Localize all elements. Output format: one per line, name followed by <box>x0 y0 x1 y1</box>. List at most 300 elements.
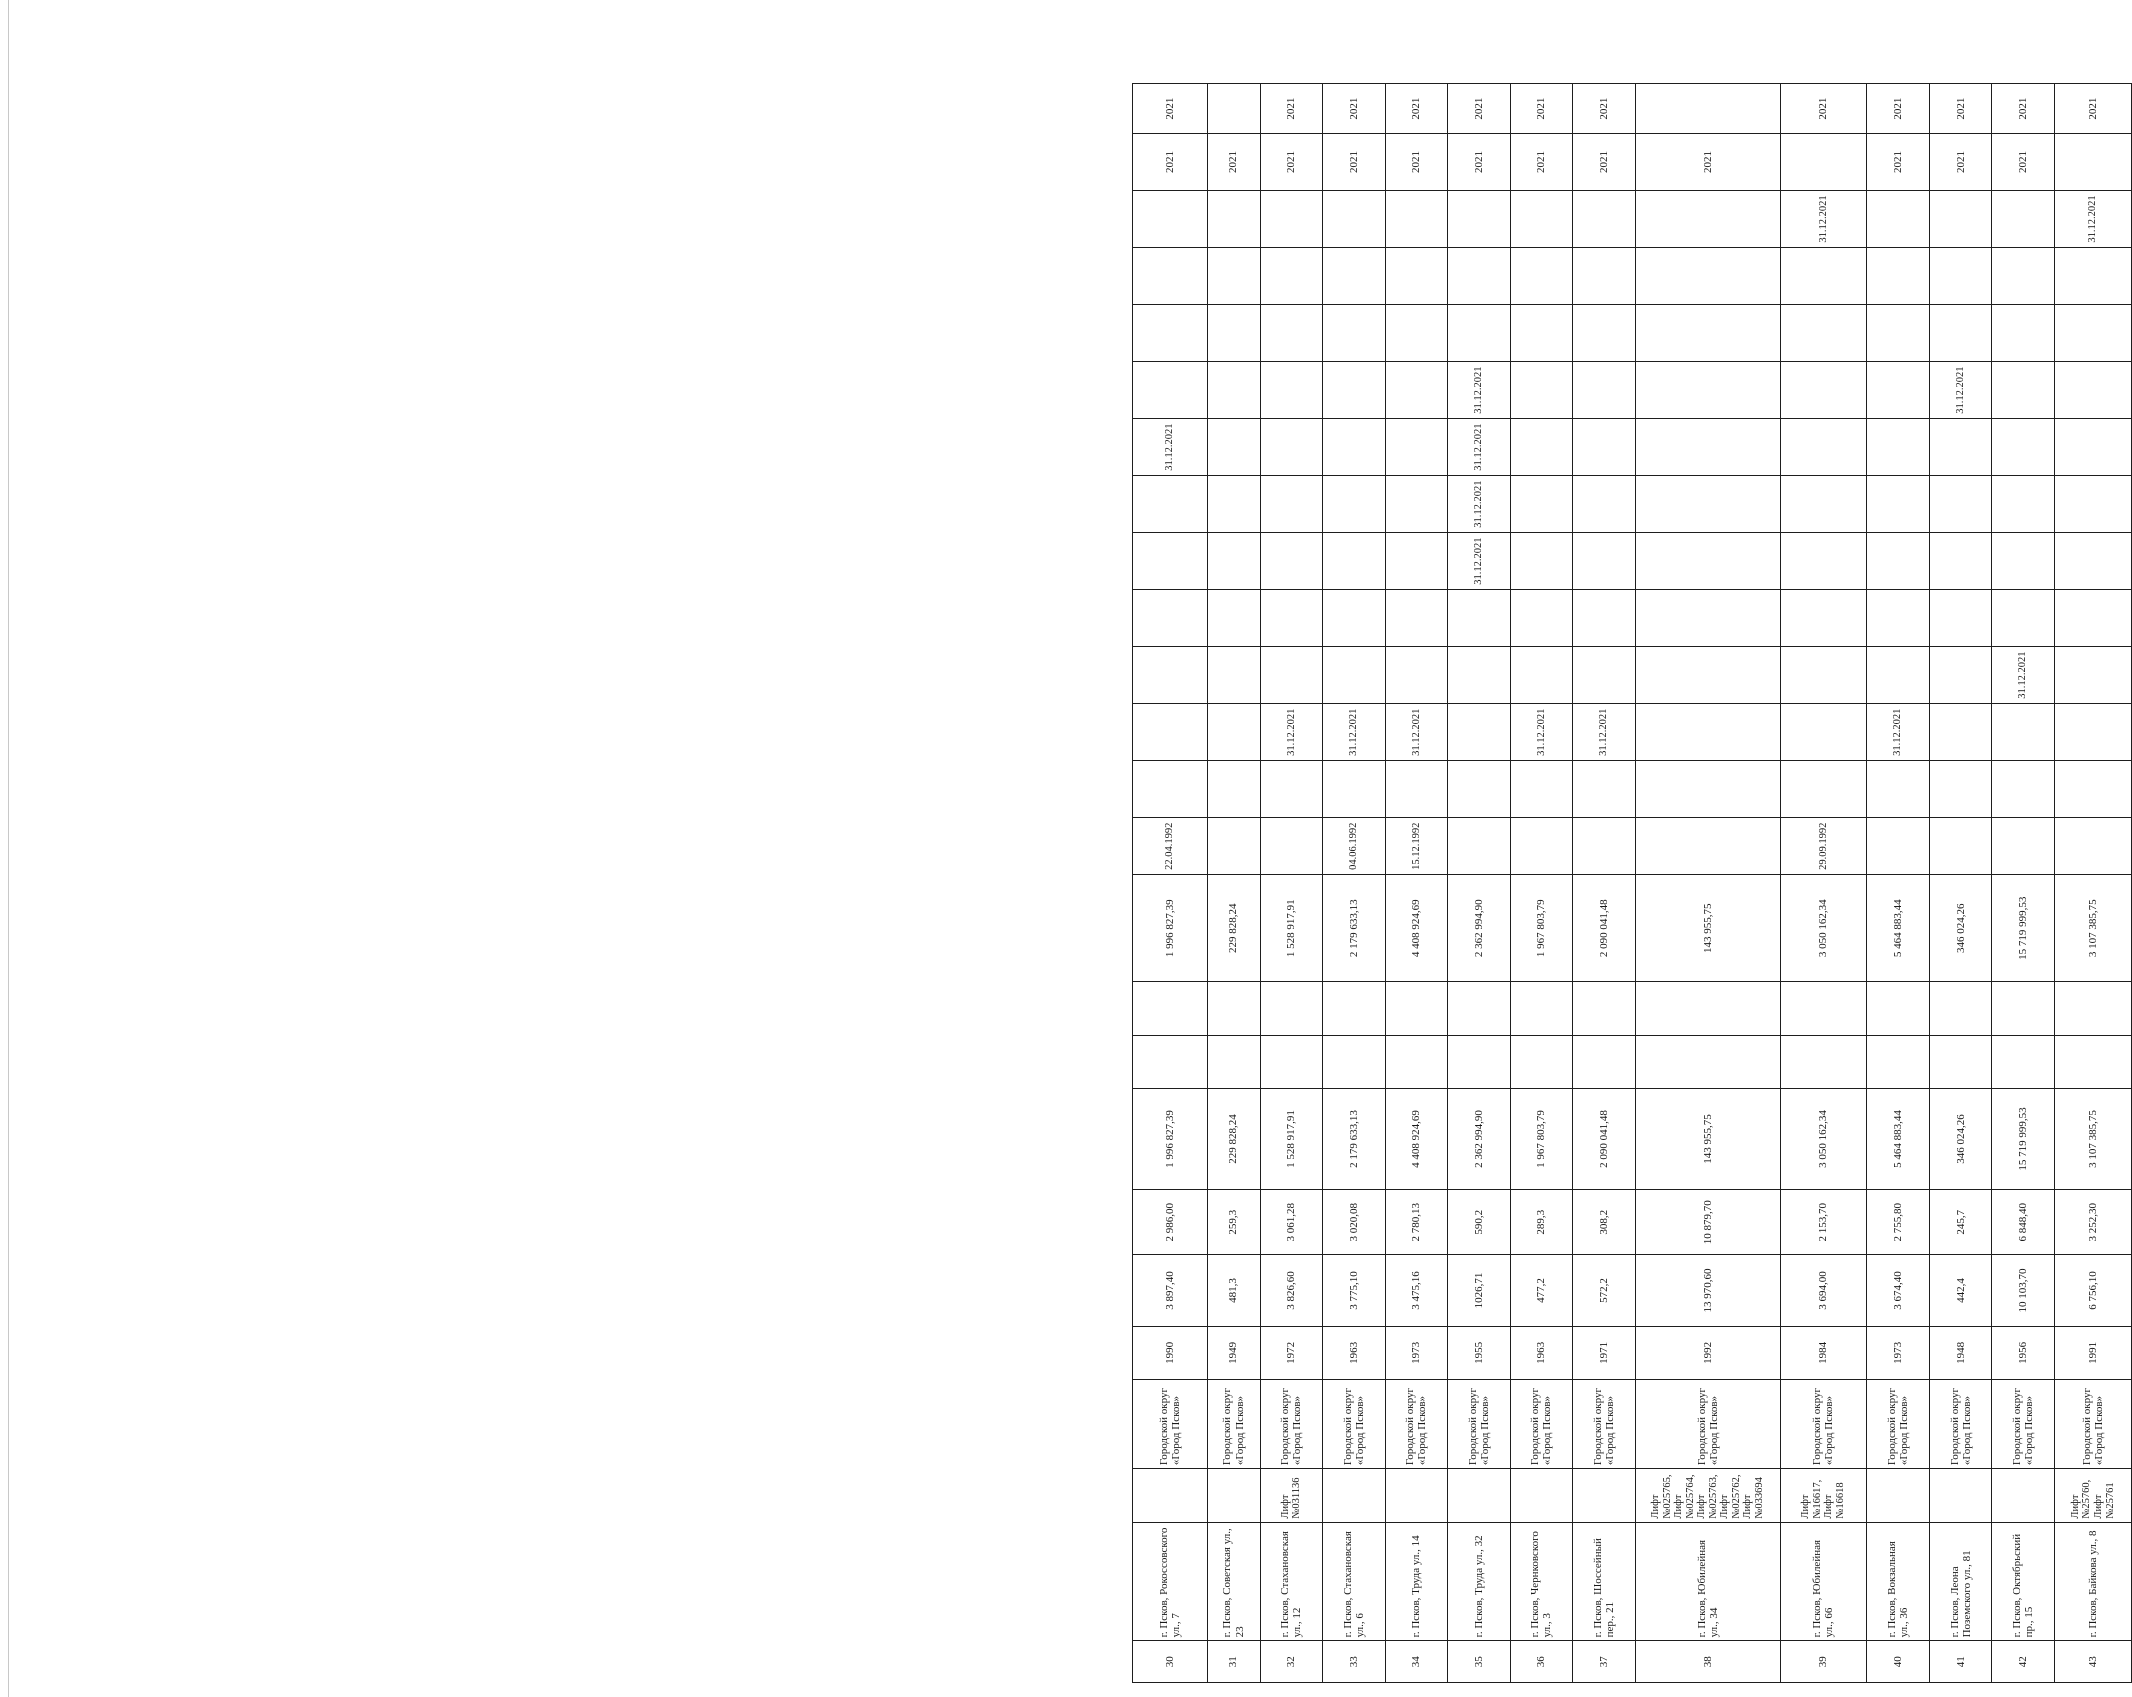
cell-d4 <box>1448 647 1511 704</box>
cell-addr: г. Псков, Юбилейная ул., 66 <box>1780 1522 1867 1641</box>
cell-d4 <box>1929 647 1992 704</box>
cell-c2 <box>2054 1035 2131 1088</box>
cell-d3: 31.12.2021 <box>1323 704 1386 761</box>
cell-d12 <box>1635 191 1780 248</box>
cell-d9: 31.12.2021 <box>1448 362 1511 419</box>
cell-d8 <box>1992 419 2055 476</box>
cell-d3: 31.12.2021 <box>1385 704 1448 761</box>
cell-c4: 346 024,26 <box>1929 875 1992 982</box>
cell-addr: г. Псков, Труда ул., 14 <box>1385 1522 1448 1641</box>
cell-d2 <box>1323 761 1386 818</box>
cell-c4: 229 828,24 <box>1207 875 1260 982</box>
cell-y1: 2021 <box>1929 134 1992 191</box>
table-row <box>1635 34 1780 1683</box>
cell-own: Городской округ «Город Псков» <box>1635 1380 1780 1469</box>
cell-own: Городской округ «Город Псков» <box>1929 1380 1992 1469</box>
cell-d1: 15.12.1992 <box>1385 818 1448 875</box>
cell-lift <box>1573 1469 1636 1522</box>
cell-d7 <box>1635 476 1780 533</box>
cell-d10 <box>1780 305 1867 362</box>
cell-d10 <box>1635 305 1780 362</box>
cell-n: 43 <box>2054 1641 2131 1683</box>
table-row <box>1323 34 1386 1683</box>
cell-y2: 2021 <box>1992 84 2055 134</box>
cell-c2 <box>1323 1035 1386 1088</box>
cell-y1: 2021 <box>1448 134 1511 191</box>
cell-d6: 31.12.2021 <box>1448 533 1511 590</box>
cell-d4 <box>2054 647 2131 704</box>
cell-y2: 2021 <box>1385 84 1448 134</box>
cell-d9 <box>1992 362 2055 419</box>
cell-d2 <box>1573 761 1636 818</box>
cell-area2: 590,2 <box>1448 1190 1511 1255</box>
cell-c2 <box>1635 1035 1780 1088</box>
cell-area2: 6 848,40 <box>1992 1190 2055 1255</box>
cell-d5 <box>1207 590 1260 647</box>
cell-lift <box>1323 1469 1386 1522</box>
cell-y1 <box>1780 134 1867 191</box>
cell-d6 <box>1510 533 1573 590</box>
cell-d11 <box>1929 248 1992 305</box>
table-body <box>1133 34 2132 1683</box>
cell-lift <box>1448 1469 1511 1522</box>
cell-d5 <box>1867 590 1930 647</box>
cell-year: 1992 <box>1635 1326 1780 1379</box>
cell-n: 34 <box>1385 1641 1448 1683</box>
cell-d1 <box>1992 818 2055 875</box>
cell-addr: г. Псков, Юбилейная ул., 34 <box>1635 1522 1780 1641</box>
cell-addr: г. Псков, Чернковского ул., 3 <box>1510 1522 1573 1641</box>
table-row <box>1133 34 1208 1683</box>
cell-d8 <box>1573 419 1636 476</box>
cell-area1: 3 475,16 <box>1385 1255 1448 1326</box>
cell-d9 <box>1260 362 1323 419</box>
cell-y1: 2021 <box>1133 134 1208 191</box>
cell-addr: г. Псков, Рокоссовского ул., 7 <box>1133 1522 1208 1641</box>
cell-own: Городской округ «Город Псков» <box>2054 1380 2131 1469</box>
cell-y2: 2021 <box>1323 84 1386 134</box>
cell-y1: 2021 <box>1260 134 1323 191</box>
table-row <box>1448 34 1511 1683</box>
cell-c3 <box>1780 982 1867 1035</box>
cell-area2: 289,3 <box>1510 1190 1573 1255</box>
cell-d11 <box>1510 248 1573 305</box>
cell-d2 <box>1260 761 1323 818</box>
cell-year: 1990 <box>1133 1326 1208 1379</box>
cell-d2 <box>1133 761 1208 818</box>
cell-d7 <box>1780 476 1867 533</box>
cell-d8 <box>1510 419 1573 476</box>
cell-area1: 1026,71 <box>1448 1255 1511 1326</box>
cell-area2: 308,2 <box>1573 1190 1636 1255</box>
cell-d5 <box>1385 590 1448 647</box>
cell-d9 <box>1133 362 1208 419</box>
table-row <box>1385 34 1448 1683</box>
cell-d5 <box>1635 590 1780 647</box>
cell-d2 <box>1385 761 1448 818</box>
cell-y2: 2021 <box>1448 84 1511 134</box>
cell-addr: г. Псков, Байкова ул., 8 <box>2054 1522 2131 1641</box>
cell-c2 <box>1867 1035 1930 1088</box>
cell-addr: г. Псков, Леона Поземского ул., 81 <box>1929 1522 1992 1641</box>
cell-d11 <box>1573 248 1636 305</box>
cell-d6 <box>1573 533 1636 590</box>
cell-d1: 04.06.1992 <box>1323 818 1386 875</box>
cell-area1: 477,2 <box>1510 1255 1573 1326</box>
cell-d5 <box>1448 590 1511 647</box>
cell-d4 <box>1573 647 1636 704</box>
cell-c3 <box>1573 982 1636 1035</box>
cell-d9 <box>1780 362 1867 419</box>
cell-d4 <box>1385 647 1448 704</box>
cell-d7 <box>1867 476 1930 533</box>
cell-y2: 2021 <box>1133 84 1208 134</box>
cell-d1: 22.04.1992 <box>1133 818 1208 875</box>
cell-c4: 3 107 385,75 <box>2054 875 2131 982</box>
cell-d12: 31.12.2021 <box>2054 191 2131 248</box>
cell-c3 <box>1992 982 2055 1035</box>
cell-year: 1984 <box>1780 1326 1867 1379</box>
table-row <box>1260 34 1323 1683</box>
cell-area2: 3 061,28 <box>1260 1190 1323 1255</box>
cell-d1 <box>1260 818 1323 875</box>
cell-own: Городской округ «Город Псков» <box>1207 1380 1260 1469</box>
cell-addr: г. Псков, Советская ул., 23 <box>1207 1522 1260 1641</box>
cell-d10 <box>1448 305 1511 362</box>
cell-y2: 2021 <box>1573 84 1636 134</box>
cell-own: Городской округ «Город Псков» <box>1867 1380 1930 1469</box>
cell-c3 <box>1133 982 1208 1035</box>
cell-d6 <box>1992 533 2055 590</box>
cell-d1 <box>1448 818 1511 875</box>
cell-d6 <box>1207 533 1260 590</box>
cell-y1: 2021 <box>1510 134 1573 191</box>
cell-c3 <box>1929 982 1992 1035</box>
cell-lift <box>1207 1469 1260 1522</box>
cell-c4: 143 955,75 <box>1635 875 1780 982</box>
cell-d6 <box>1133 533 1208 590</box>
cell-area2: 10 879,70 <box>1635 1190 1780 1255</box>
cell-c3 <box>1260 982 1323 1035</box>
cell-c2 <box>1133 1035 1208 1088</box>
cell-c3 <box>1385 982 1448 1035</box>
housing-register-table <box>1132 33 2132 1683</box>
cell-d4 <box>1635 647 1780 704</box>
cell-c4: 4 408 924,69 <box>1385 875 1448 982</box>
cell-area1: 10 103,70 <box>1992 1255 2055 1326</box>
cell-n: 32 <box>1260 1641 1323 1683</box>
cell-area1: 3 674,40 <box>1867 1255 1930 1326</box>
cell-d3: 31.12.2021 <box>1573 704 1636 761</box>
cell-d9 <box>1573 362 1636 419</box>
cell-d2 <box>1448 761 1511 818</box>
cell-y2: 2021 <box>2054 84 2131 134</box>
cell-lift: Лифт №16617, Лифт №16618 <box>1780 1469 1867 1522</box>
cell-own: Городской округ «Город Псков» <box>1323 1380 1386 1469</box>
cell-d9 <box>1510 362 1573 419</box>
cell-c3 <box>1510 982 1573 1035</box>
cell-lift <box>1992 1469 2055 1522</box>
cell-d7 <box>1510 476 1573 533</box>
cell-cost: 143 955,75 <box>1635 1089 1780 1190</box>
cell-d9 <box>1323 362 1386 419</box>
cell-year: 1973 <box>1867 1326 1930 1379</box>
cell-cost: 1 967 803,79 <box>1510 1089 1573 1190</box>
cell-d6 <box>1929 533 1992 590</box>
cell-lift: Лифт №25760, Лифт №25761 <box>2054 1469 2131 1522</box>
cell-d3: 31.12.2021 <box>1260 704 1323 761</box>
table-row <box>1992 34 2055 1683</box>
cell-d12 <box>1573 191 1636 248</box>
cell-d11 <box>1385 248 1448 305</box>
cell-lift <box>1385 1469 1448 1522</box>
cell-c3 <box>1448 982 1511 1035</box>
cell-d11 <box>1260 248 1323 305</box>
cell-lift <box>1133 1469 1208 1522</box>
cell-lift <box>1929 1469 1992 1522</box>
cell-d1: 29.09.1992 <box>1780 818 1867 875</box>
cell-d6 <box>2054 533 2131 590</box>
cell-c2 <box>1448 1035 1511 1088</box>
cell-d8 <box>1929 419 1992 476</box>
cell-d1 <box>1635 818 1780 875</box>
cell-d8 <box>2054 419 2131 476</box>
cell-own: Городской округ «Город Псков» <box>1385 1380 1448 1469</box>
table-row <box>1780 34 1867 1683</box>
cell-y2: 2021 <box>1260 84 1323 134</box>
cell-area2: 2 986,00 <box>1133 1190 1208 1255</box>
cell-y2: 2021 <box>1510 84 1573 134</box>
cell-d12 <box>1448 191 1511 248</box>
cell-d4 <box>1510 647 1573 704</box>
cell-addr: г. Псков, Стахановская ул., 6 <box>1323 1522 1386 1641</box>
cell-c4: 2 090 041,48 <box>1573 875 1636 982</box>
cell-d11 <box>1133 248 1208 305</box>
table-row <box>1510 34 1573 1683</box>
cell-d3 <box>1929 704 1992 761</box>
cell-d3 <box>1992 704 2055 761</box>
table-row <box>2054 34 2131 1683</box>
cell-d3 <box>1133 704 1208 761</box>
cell-d10 <box>1260 305 1323 362</box>
cell-d6 <box>1385 533 1448 590</box>
cell-c4: 2 179 633,13 <box>1323 875 1386 982</box>
cell-c4: 1 528 917,91 <box>1260 875 1323 982</box>
cell-cost: 2 090 041,48 <box>1573 1089 1636 1190</box>
cell-area2: 3 020,08 <box>1323 1190 1386 1255</box>
cell-c3 <box>1323 982 1386 1035</box>
cell-d8 <box>1385 419 1448 476</box>
cell-lift <box>1867 1469 1930 1522</box>
cell-c3 <box>1867 982 1930 1035</box>
cell-c2 <box>1780 1035 1867 1088</box>
cell-n: 38 <box>1635 1641 1780 1683</box>
cell-area1: 572,2 <box>1573 1255 1636 1326</box>
cell-d2 <box>1780 761 1867 818</box>
cell-d4: 31.12.2021 <box>1992 647 2055 704</box>
cell-d10 <box>2054 305 2131 362</box>
cell-d6 <box>1867 533 1930 590</box>
cell-n: 41 <box>1929 1641 1992 1683</box>
cell-d12 <box>1385 191 1448 248</box>
cell-n: 36 <box>1510 1641 1573 1683</box>
cell-d4 <box>1260 647 1323 704</box>
cell-area1: 13 970,60 <box>1635 1255 1780 1326</box>
cell-d7 <box>1992 476 2055 533</box>
cell-d8: 31.12.2021 <box>1133 419 1208 476</box>
cell-d11 <box>2054 248 2131 305</box>
cell-n: 35 <box>1448 1641 1511 1683</box>
cell-own: Городской округ «Город Псков» <box>1133 1380 1208 1469</box>
cell-d7 <box>1133 476 1208 533</box>
cell-d9 <box>1867 362 1930 419</box>
cell-d11 <box>1635 248 1780 305</box>
cell-d5 <box>1992 590 2055 647</box>
cell-area1: 442,4 <box>1929 1255 1992 1326</box>
cell-d5 <box>1573 590 1636 647</box>
cell-d5 <box>1133 590 1208 647</box>
cell-area1: 3 694,00 <box>1780 1255 1867 1326</box>
cell-d3: 31.12.2021 <box>1510 704 1573 761</box>
cell-d10 <box>1323 305 1386 362</box>
cell-d11 <box>1448 248 1511 305</box>
cell-own: Городской округ «Город Псков» <box>1448 1380 1511 1469</box>
cell-own: Городской округ «Город Псков» <box>1573 1380 1636 1469</box>
cell-d9: 31.12.2021 <box>1929 362 1992 419</box>
cell-d11 <box>1780 248 1867 305</box>
cell-d5 <box>1323 590 1386 647</box>
table-row <box>1929 34 1992 1683</box>
cell-d4 <box>1323 647 1386 704</box>
cell-d1 <box>1929 818 1992 875</box>
cell-d1 <box>1573 818 1636 875</box>
cell-d8 <box>1323 419 1386 476</box>
cell-c4: 15 719 999,53 <box>1992 875 2055 982</box>
cell-d12 <box>1323 191 1386 248</box>
cell-n: 39 <box>1780 1641 1867 1683</box>
cell-d3 <box>1207 704 1260 761</box>
cell-y2: 2021 <box>1929 84 1992 134</box>
cell-lift <box>1510 1469 1573 1522</box>
cell-c3 <box>2054 982 2131 1035</box>
cell-year: 1963 <box>1323 1326 1386 1379</box>
cell-cost: 1 528 917,91 <box>1260 1089 1323 1190</box>
cell-area1: 6 756,10 <box>2054 1255 2131 1326</box>
cell-area1: 481,3 <box>1207 1255 1260 1326</box>
cell-y1: 2021 <box>1992 134 2055 191</box>
cell-d2 <box>1929 761 1992 818</box>
cell-lift: Лифт №031136 <box>1260 1469 1323 1522</box>
cell-d11 <box>1207 248 1260 305</box>
cell-d3 <box>2054 704 2131 761</box>
cell-d12 <box>1207 191 1260 248</box>
cell-y2 <box>1635 84 1780 134</box>
cell-d7 <box>1260 476 1323 533</box>
cell-area2: 259,3 <box>1207 1190 1260 1255</box>
cell-d10 <box>1207 305 1260 362</box>
cell-cost: 3 107 385,75 <box>2054 1089 2131 1190</box>
cell-d7 <box>1573 476 1636 533</box>
cell-cost: 15 719 999,53 <box>1992 1089 2055 1190</box>
cell-d8 <box>1260 419 1323 476</box>
cell-d5 <box>1510 590 1573 647</box>
cell-area1: 3 775,10 <box>1323 1255 1386 1326</box>
cell-d3 <box>1635 704 1780 761</box>
cell-d7 <box>1929 476 1992 533</box>
cell-d6 <box>1635 533 1780 590</box>
cell-d1 <box>1867 818 1930 875</box>
cell-d10 <box>1992 305 2055 362</box>
cell-d6 <box>1260 533 1323 590</box>
cell-addr: г. Псков, Труда ул., 32 <box>1448 1522 1511 1641</box>
cell-y1: 2021 <box>1207 134 1260 191</box>
cell-d2 <box>1510 761 1573 818</box>
cell-cost: 1 996 827,39 <box>1133 1089 1208 1190</box>
cell-d9 <box>1207 362 1260 419</box>
cell-d5 <box>1260 590 1323 647</box>
cell-area2: 3 252,30 <box>2054 1190 2131 1255</box>
cell-n: 40 <box>1867 1641 1930 1683</box>
cell-cost: 3 050 162,34 <box>1780 1089 1867 1190</box>
cell-d9 <box>1635 362 1780 419</box>
cell-c4: 3 050 162,34 <box>1780 875 1867 982</box>
cell-addr: г. Псков, Вокзальная ул., 36 <box>1867 1522 1930 1641</box>
cell-year: 1963 <box>1510 1326 1573 1379</box>
cell-d1 <box>1510 818 1573 875</box>
cell-c4: 2 362 994,90 <box>1448 875 1511 982</box>
cell-d7 <box>1207 476 1260 533</box>
cell-d6 <box>1323 533 1386 590</box>
cell-c4: 5 464 883,44 <box>1867 875 1930 982</box>
cell-addr: г. Псков, Октябрьский пр., 15 <box>1992 1522 2055 1641</box>
cell-c2 <box>1207 1035 1260 1088</box>
cell-d3 <box>1448 704 1511 761</box>
cell-d11 <box>1323 248 1386 305</box>
table-row <box>1867 34 1930 1683</box>
cell-d8 <box>1207 419 1260 476</box>
cell-cost: 5 464 883,44 <box>1867 1089 1930 1190</box>
cell-c4: 1 967 803,79 <box>1510 875 1573 982</box>
cell-area2: 2 153,70 <box>1780 1190 1867 1255</box>
cell-d10 <box>1867 305 1930 362</box>
cell-n: 33 <box>1323 1641 1386 1683</box>
cell-d10 <box>1510 305 1573 362</box>
cell-cost: 2 362 994,90 <box>1448 1089 1511 1190</box>
cell-d8 <box>1867 419 1930 476</box>
cell-d10 <box>1573 305 1636 362</box>
cell-area1: 3 897,40 <box>1133 1255 1208 1326</box>
cell-d6 <box>1780 533 1867 590</box>
cell-d9 <box>1385 362 1448 419</box>
cell-d5 <box>2054 590 2131 647</box>
cell-d4 <box>1207 647 1260 704</box>
cell-n: 37 <box>1573 1641 1636 1683</box>
cell-d12 <box>1510 191 1573 248</box>
cell-y2: 2021 <box>1867 84 1930 134</box>
cell-addr: г. Псков, Шоссейный пер., 21 <box>1573 1522 1636 1641</box>
cell-d2 <box>2054 761 2131 818</box>
cell-cost: 2 179 633,13 <box>1323 1089 1386 1190</box>
cell-d10 <box>1385 305 1448 362</box>
cell-c2 <box>1510 1035 1573 1088</box>
cell-d12 <box>1133 191 1208 248</box>
cell-d2 <box>1635 761 1780 818</box>
table-row <box>1207 34 1260 1683</box>
cell-y2: 2021 <box>1780 84 1867 134</box>
cell-d11 <box>1992 248 2055 305</box>
cell-d10 <box>1929 305 1992 362</box>
table-row <box>1573 34 1636 1683</box>
